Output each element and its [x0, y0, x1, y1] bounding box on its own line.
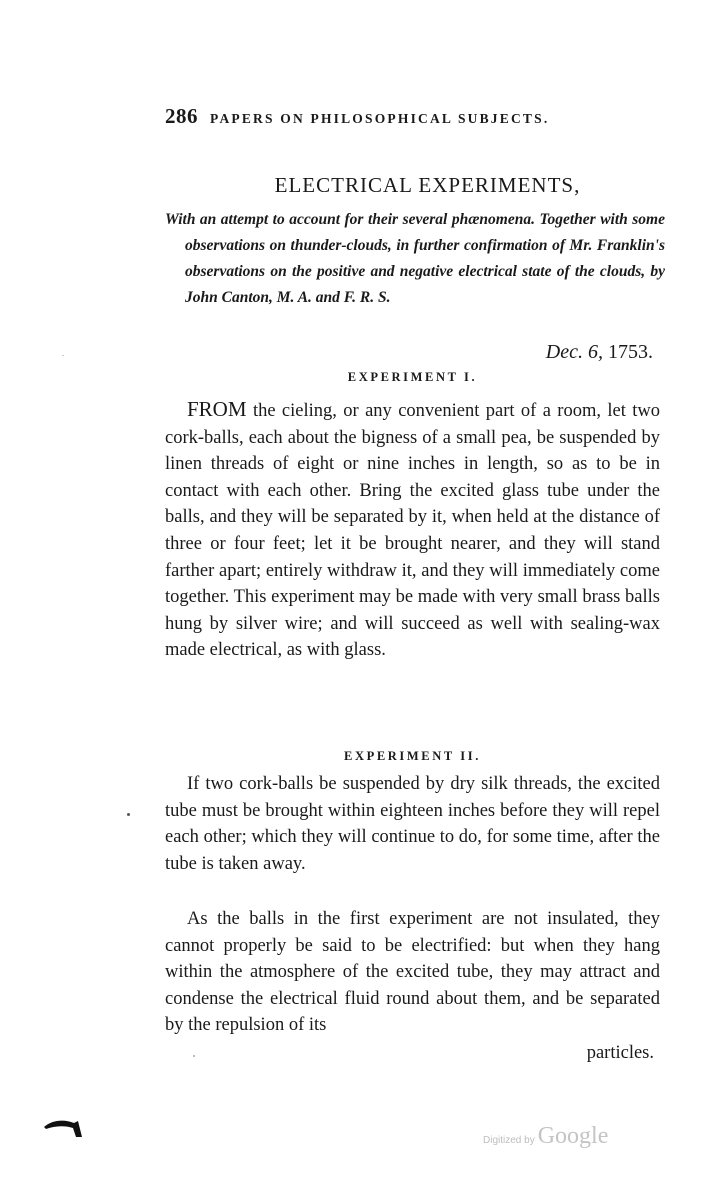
running-head [165, 104, 605, 132]
article-subtitle: With an attempt to account for their several phænomena. Together with some observations on thunder-clouds, in further confirmation of Mr. Franklin's observations on the positive and negative electrical state of the clouds, by John Canton, M. A. and F. R. S. [165, 211, 665, 306]
article-title: ELECTRICAL EXPERIMENTS, [274, 173, 581, 197]
ink-speck [193, 1055, 195, 1057]
lead-word: FROM [187, 397, 247, 421]
running-title: PAPERS ON PHILOSOPHICAL SUBJECTS. [210, 111, 550, 126]
experiment-1-heading: EXPERIMENT I. [347, 370, 478, 384]
google-logo: Google [537, 1123, 609, 1149]
experiment-1-text: the cieling, or any convenient part of a room, let two cork-balls, each about the bigness of a small pea, be suspended by linen threads of eight or nine inches in length, so as to be in contact with each other. Bring the excited glass tube under the balls, and they will be separated by it, when held at the distance of three or four feet; let it be brought nearer, and they will stand farther apart; entirely withdraw it, and they will immediately come together. This experiment may be made with very small brass balls hung by silver wire; and will succeed as well with sealing-wax made electrical, as with glass. [165, 401, 661, 661]
digitized-watermark [483, 1123, 608, 1150]
date-text: Dec. 6, [545, 341, 603, 363]
experiment-1-paragraph [165, 396, 660, 664]
experiment-2-paragraph-2: As the balls in the first experiment are not insulated, they cannot properly be said to be electrified: but when they hang within the atmosphere of the excited tube, they may attract and condense the electrical fluid round about them, and be separated by the repulsion of its [165, 909, 660, 1036]
ink-speck [62, 355, 64, 356]
catchword: particles. [586, 1043, 654, 1063]
experiment-2-heading: EXPERIMENT II. [344, 749, 481, 763]
ink-speck [127, 813, 130, 816]
page-number: 286 [165, 104, 198, 128]
date-line [546, 341, 653, 364]
page-mark-icon [42, 1115, 84, 1141]
watermark-small-text: Digitized by [483, 1135, 535, 1146]
date-year: 1753. [608, 341, 653, 363]
experiment-2-paragraph-1: If two cork-balls be suspended by dry silk threads, the excited tube must be brought within eighteen inches before they will repel each other; which they will continue to do, for some time, after the tube is taken away. [165, 774, 660, 874]
